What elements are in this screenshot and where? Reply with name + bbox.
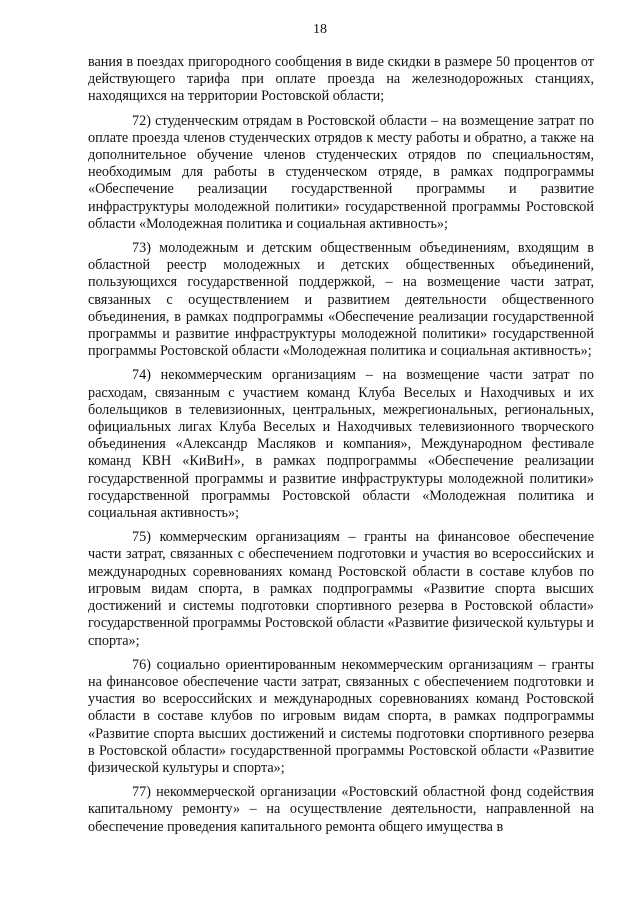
paragraph-item-77: 77) некоммерческой организации «Ростовский областной фонд содействия капитальному ремонту» – на осуществление деятельности, направленной на обеспечение проведения капитального ремонта общего имущества в (88, 784, 594, 835)
paragraph-item-74: 74) некоммерческим организациям – на возмещение части затрат по расходам, связанным с участием команд Клуба Веселых и Находчивых и их болельщиков в телевизионных, центральных, межрегиональных, региональных, официальных лигах Клуба Веселых и Находчивых телевизионного творческого объединения «Александр Масляков и компания», Международном фестивале команд КВН «КиВиН», в рамках подпрограммы «Обеспечение реализации государственной программы и развитие инфраструктуры молодежной политики» государственной программы Ростовской области «Молодежная политика и социальная активность»; (88, 367, 594, 522)
paragraph-item-75: 75) коммерческим организациям – гранты на финансовое обеспечение части затрат, связанных с обеспечением подготовки и участия во всероссийских и международных соревнованиях команд Ростовской области в составе клубов по игровым видам спорта, в рамках подпрограммы «Развитие спорта высших достижений и системы подготовки спортивного резерва в Ростовской области» государственной программы Ростовской области «Развитие физической культуры и спорта»; (88, 529, 594, 649)
paragraph-continuation: вания в поездах пригородного сообщения в виде скидки в размере 50 процентов от действующего тарифа при оплате проезда на железнодорожных станциях, находящихся на территории Ростовской области; (88, 54, 594, 105)
paragraph-item-73: 73) молодежным и детским общественным объединениям, входящим в областной реестр молодежных и детских общественных объединений, пользующихся государственной поддержкой, – на возмещение части затрат, связанных с осуществлением и развитием деятельности общественного объединения, в рамках подпрограммы «Обеспечение реализации государственной программы и развитие инфраструктуры молодежной политики» государственной программы Ростовской области «Молодежная политика и социальная активность»; (88, 240, 594, 360)
page-number: 18 (313, 22, 327, 37)
paragraph-item-72: 72) студенческим отрядам в Ростовской области – на возмещение затрат по оплате проезда членов студенческих отрядов к месту работы и обратно, а также на дополнительное обучение членов студенческих отрядов по специальностям, необходимым для работы в студенческом отряде, в рамках подпрограммы «Обеспечение реализации государственной программы и развитие инфраструктуры молодежной политики» государственной программы Ростовской области «Молодежная политика и социальная активность»; (88, 112, 594, 232)
paragraph-item-76: 76) социально ориентированным некоммерческим организациям – гранты на финансовое обеспечение части затрат, связанных с обеспечением подготовки и участия во всероссийских и международных соревнованиях команд Ростовской области в составе клубов по игровым видам спорта, в рамках подпрограммы «Развитие спорта высших достижений и системы подготовки спортивного резерва в Ростовской области» государственной программы Ростовской области «Развитие физической культуры и спорта»; (88, 656, 594, 776)
document-body (88, 54, 594, 843)
